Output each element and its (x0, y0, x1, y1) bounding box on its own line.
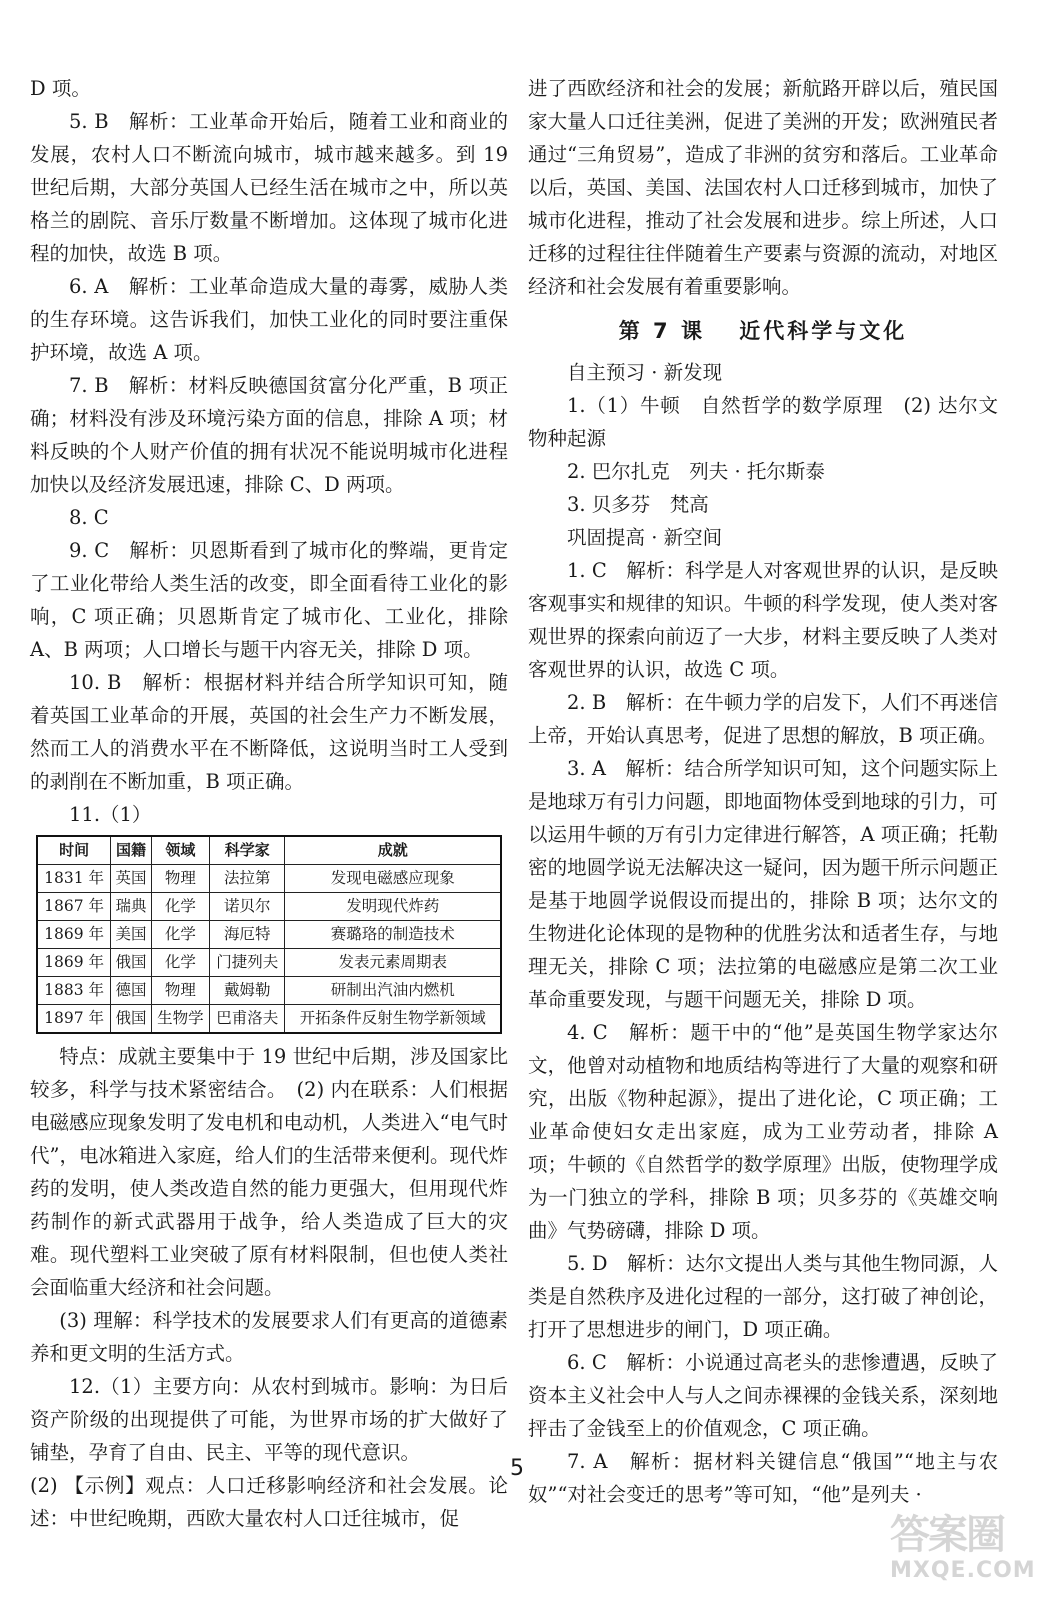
page-number: 5 (510, 1456, 524, 1481)
table-cell: 俄国 (111, 949, 152, 977)
table-cell: 发现电磁感应现象 (285, 865, 501, 893)
table-cell: 瑞典 (111, 893, 152, 921)
table-cell: 发表元素周期表 (285, 949, 501, 977)
paragraph: D 项。 (30, 77, 91, 100)
table-cell: 德国 (111, 977, 152, 1005)
paragraph: 2. B 解析：在牛顿力学的启发下，人们不再迷信上帝，开始认真思考，促进了思想的解放，B 项正确。 (528, 691, 998, 747)
table-cell: 化学 (151, 921, 209, 949)
table-row (37, 949, 501, 977)
lesson-number: 第 7 课 (618, 319, 705, 343)
table-body (37, 865, 501, 1034)
table-cell: 研制出汽油内燃机 (285, 977, 501, 1005)
watermark-line2: MXQE.COM (890, 1558, 1036, 1583)
paragraph: 9. C 解析：贝恩斯看到了城市化的弊端，更肯定了工业化带给人类生活的改变，即全面看待工业化的影响，C 项正确；贝恩斯肯定了城市化、工业化，排除 A、B 两项；人口增长与题干内容无关，排除 D 项。 (30, 539, 508, 661)
table-cell: 化学 (151, 949, 209, 977)
paragraph: 特点：成就主要集中于 19 世纪中后期，涉及国家比较多，科学与技术紧密结合。 (2) 内在联系：人们根据电磁感应现象发明了发电机和电动机，人类进入“电气时代”，电冰箱进入家庭，给人们的生活带来便利。现代炸药的发明，使人类改造自然的能力更强大，但用现代炸药制作的新式武器用于战争，给人类造成了巨大的灾难。现代塑料工业突破了原有材料限制，但也使人类社会面临重大经济和社会问题。 (30, 1045, 508, 1299)
table-header-cell: 领域 (151, 836, 209, 865)
paragraph: 5. D 解析：达尔文提出人类与其他生物同源，人类是自然秩序及进化过程的一部分，这打破了神创论，打开了思想进步的闸门，D 项正确。 (528, 1252, 998, 1341)
paragraph: (2) 【示例】观点：人口迁移影响经济和社会发展。论述：中世纪晚期，西欧大量农村人口迁往城市，促 (30, 1474, 508, 1530)
table-row (37, 1005, 501, 1034)
right-paragraphs-top (528, 72, 998, 303)
paragraph: 1. C 解析：科学是人对客观世界的认识，是反映客观事实和规律的知识。牛顿的科学发现，使人类对客观世界的探索向前迈了一大步，材料主要反映了人类对客观世界的认识，故选 C 项。 (528, 559, 998, 681)
paragraph: 10. B 解析：根据材料并结合所学知识可知，随着英国工业革命的开展，英国的社会生产力不断发展，然而工人的消费水平在不断降低，这说明当时工人受到的剥削在不断加重，B 项正确。 (30, 671, 508, 793)
paragraph: 7. A 解析：据材料关键信息“俄国”“地主与农奴”“对社会变迁的思考”等可知，“他”是列夫 · (528, 1450, 998, 1506)
watermark-logo (890, 1512, 1050, 1592)
table-cell: 物理 (151, 977, 209, 1005)
table-cell: 法拉第 (209, 865, 285, 893)
left-paragraphs (30, 72, 508, 831)
right-paragraphs (528, 356, 1018, 1511)
lesson-heading (528, 315, 998, 348)
table-cell: 俄国 (111, 1005, 152, 1034)
paragraph: 11.（1） (69, 803, 152, 826)
table-cell: 诺贝尔 (209, 893, 285, 921)
watermark-line1: 答案圈 (890, 1512, 1004, 1558)
paragraph: 自主预习 · 新发现 (567, 361, 723, 384)
paragraph: 巩固提高 · 新空间 (567, 526, 723, 549)
table-cell: 1867 年 (37, 893, 111, 921)
paragraph: 3. A 解析：结合所学知识可知，这个问题实际上是地球万有引力问题，即地面物体受到地球的引力，可以运用牛顿的万有引力定律进行解答，A 项正确；托勒密的地圆学说无法解决这一疑问，因为题干所示问题正是基于地圆学说假设而提出的，排除 B 项；达尔文的生物进化论体现的是物种的优胜劣汰和适者生存，与地理无关，排除 C 项；法拉第的电磁感应是第二次工业革命重要发现，与题干问题无关，排除 D 项。 (528, 757, 998, 1011)
table-cell: 化学 (151, 893, 209, 921)
table-cell: 1831 年 (37, 865, 111, 893)
table-row (37, 893, 501, 921)
paragraph: 2. 巴尔扎克 列夫 · 托尔斯泰 (567, 460, 825, 483)
paragraph: 5. B 解析：工业革命开始后，随着工业和商业的发展，农村人口不断流向城市，城市越来越多。到 19 世纪后期，大部分英国人已经生活在城市之中，所以英格兰的剧院、音乐厅数量不断增加。这体现了城市化进程的加快，故选 B 项。 (30, 110, 508, 265)
left-column (30, 72, 508, 1535)
table-header-cell: 科学家 (209, 836, 285, 865)
left-paragraphs-after-table (30, 1040, 508, 1535)
table-row (37, 921, 501, 949)
table-row (37, 865, 501, 893)
paragraph: 3. 贝多芬 梵高 (567, 493, 709, 516)
table-cell: 1883 年 (37, 977, 111, 1005)
table-header-cell: 国籍 (111, 836, 152, 865)
paragraph: 6. C 解析：小说通过高老头的悲惨遭遇，反映了资本主义社会中人与人之间赤裸裸的金钱关系，深刻地抨击了金钱至上的价值观念，C 项正确。 (528, 1351, 998, 1440)
paragraph: 6. A 解析：工业革命造成大量的毒雾，威胁人类的生存环境。这告诉我们，加快工业化的同时要注重保护环境，故选 A 项。 (30, 275, 508, 364)
table-cell: 1869 年 (37, 949, 111, 977)
table-cell: 物理 (151, 865, 209, 893)
paragraph: 进了西欧经济和社会的发展；新航路开辟以后，殖民国家大量人口迁往美洲，促进了美洲的开发；欧洲殖民者通过“三角贸易”，造成了非洲的贫穷和落后。工业革命以后，英国、美国、法国农村人口迁移到城市，加快了城市化进程，推动了社会发展和进步。综上所述，人口迁移的过程往往伴随着生产要素与资源的流动，对地区经济和社会发展有着重要影响。 (528, 77, 998, 298)
paragraph: 7. B 解析：材料反映德国贫富分化严重，B 项正确；材料没有涉及环境污染方面的信息，排除 A 项；材料反映的个人财产价值的拥有状况不能说明城市化进程加快以及经济发展迅速，排除 C、D 两项。 (30, 374, 508, 496)
table-cell: 海厄特 (209, 921, 285, 949)
paragraph: 12.（1）主要方向：从农村到城市。影响：为日后资产阶级的出现提供了可能，为世界市场的扩大做好了铺垫，孕育了自由、民主、平等的现代意识。 (30, 1375, 508, 1464)
table-cell: 生物学 (151, 1005, 209, 1034)
table-cell: 美国 (111, 921, 152, 949)
paragraph: 4. C 解析：题干中的“他”是英国生物学家达尔文，他曾对动植物和地质结构等进行了大量的观察和研究，出版《物种起源》，提出了进化论，C 项正确；工业革命使妇女走出家庭，成为工业劳动者，排除 A 项；牛顿的《自然哲学的数学原理》出版，使物理学成为一门独立的学科，排除 B 项；贝多芬的《英雄交响曲》气势磅礴，排除 D 项。 (528, 1021, 998, 1242)
table-cell: 1869 年 (37, 921, 111, 949)
table-cell: 1897 年 (37, 1005, 111, 1034)
table-cell: 赛璐珞的制造技术 (285, 921, 501, 949)
table-header-row (37, 836, 501, 865)
table-cell: 英国 (111, 865, 152, 893)
table-header-cell: 时间 (37, 836, 111, 865)
table-cell: 发明现代炸药 (285, 893, 501, 921)
table-cell: 门捷列夫 (209, 949, 285, 977)
right-column (528, 72, 1018, 1511)
table-header-cell: 成就 (285, 836, 501, 865)
table-cell: 开拓条件反射生物学新领域 (285, 1005, 501, 1034)
paragraph: (3) 理解：科学技术的发展要求人们有更高的道德素养和更文明的生活方式。 (30, 1309, 508, 1365)
table-cell: 戴姆勒 (209, 977, 285, 1005)
table-cell: 巴甫洛夫 (209, 1005, 285, 1034)
achievements-table (36, 835, 502, 1034)
lesson-title: 近代科学与文化 (739, 319, 908, 343)
table-row (37, 977, 501, 1005)
paragraph: 8. C (69, 506, 109, 529)
paragraph: 1.（1）牛顿 自然哲学的数学原理 (2) 达尔文 物种起源 (528, 394, 1018, 450)
